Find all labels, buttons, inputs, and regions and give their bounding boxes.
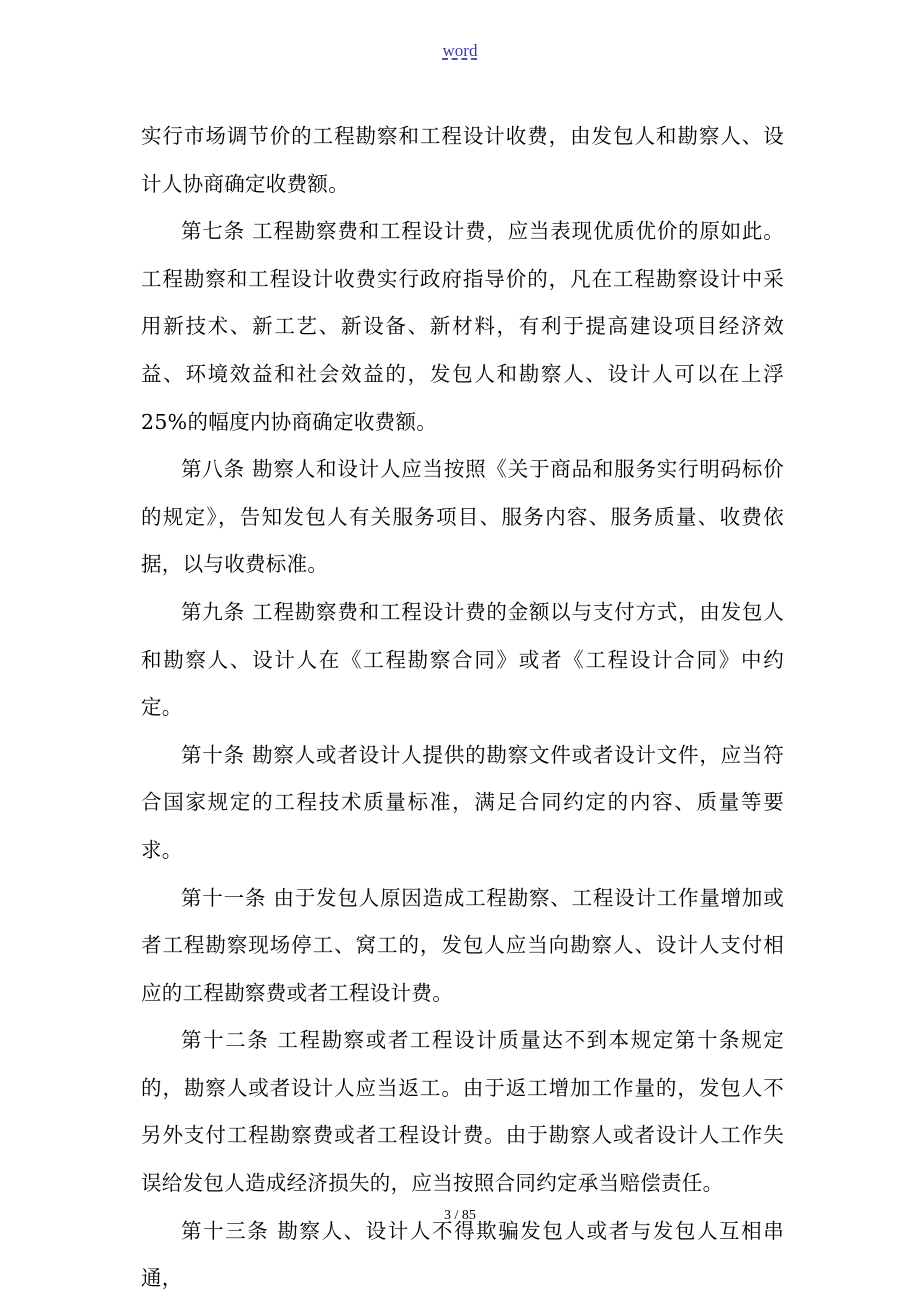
page-number: 3 / 85	[444, 1208, 476, 1223]
paragraph-article-9: 第九条 工程勘察费和工程设计费的金额以与支付方式，由发包人和勘察人、设计人在《工程勘察合同》或者《工程设计合同》中约定。	[141, 599, 784, 720]
document-body	[141, 113, 784, 1303]
paragraph-article-7: 第七条 工程勘察费和工程设计费，应当表现优质优价的原如此。工程勘察和工程设计收费实行政府指导价的，凡在工程勘察设计中采用新技术、新工艺、新设备、新材料，有利于提高建设项目经济效益、环境效益和社会效益的，发包人和勘察人、设计人可以在上浮25%的幅度内协商确定收费额。	[141, 219, 784, 434]
page-header	[0, 40, 920, 62]
paragraph-article-10: 第十条 勘察人或者设计人提供的勘察文件或者设计文件，应当符合国家规定的工程技术质量标准，满足合同约定的内容、质量等要求。	[141, 742, 784, 862]
header-link[interactable]: word	[442, 41, 478, 60]
paragraph-article-11: 第十一条 由于发包人原因造成工程勘察、工程设计工作量增加或者工程勘察现场停工、窝工的，发包人应当向勘察人、设计人支付相应的工程勘察费或者工程设计费。	[141, 885, 784, 1005]
paragraph-article-8: 第八条 勘察人和设计人应当按照《关于商品和服务实行明码标价的规定》，告知发包人有关服务项目、服务内容、服务质量、收费依据，以与收费标准。	[141, 457, 784, 577]
paragraph-article-13: 第十三条 勘察人、设计人不得欺骗发包人或者与发包人互相串通，	[141, 1218, 784, 1291]
paragraph-continuation: 实行市场调节价的工程勘察和工程设计收费，由发包人和勘察人、设计人协商确定收费额。	[141, 124, 784, 196]
paragraph-article-12: 第十二条 工程勘察或者工程设计质量达不到本规定第十条规定的，勘察人或者设计人应当返工。由于返工增加工作量的，发包人不另外支付工程勘察费或者工程设计费。由于勘察人或者设计人工作失误给发包人造成经济损失的，应当按照合同约定承当赔偿责任。	[141, 1028, 784, 1196]
